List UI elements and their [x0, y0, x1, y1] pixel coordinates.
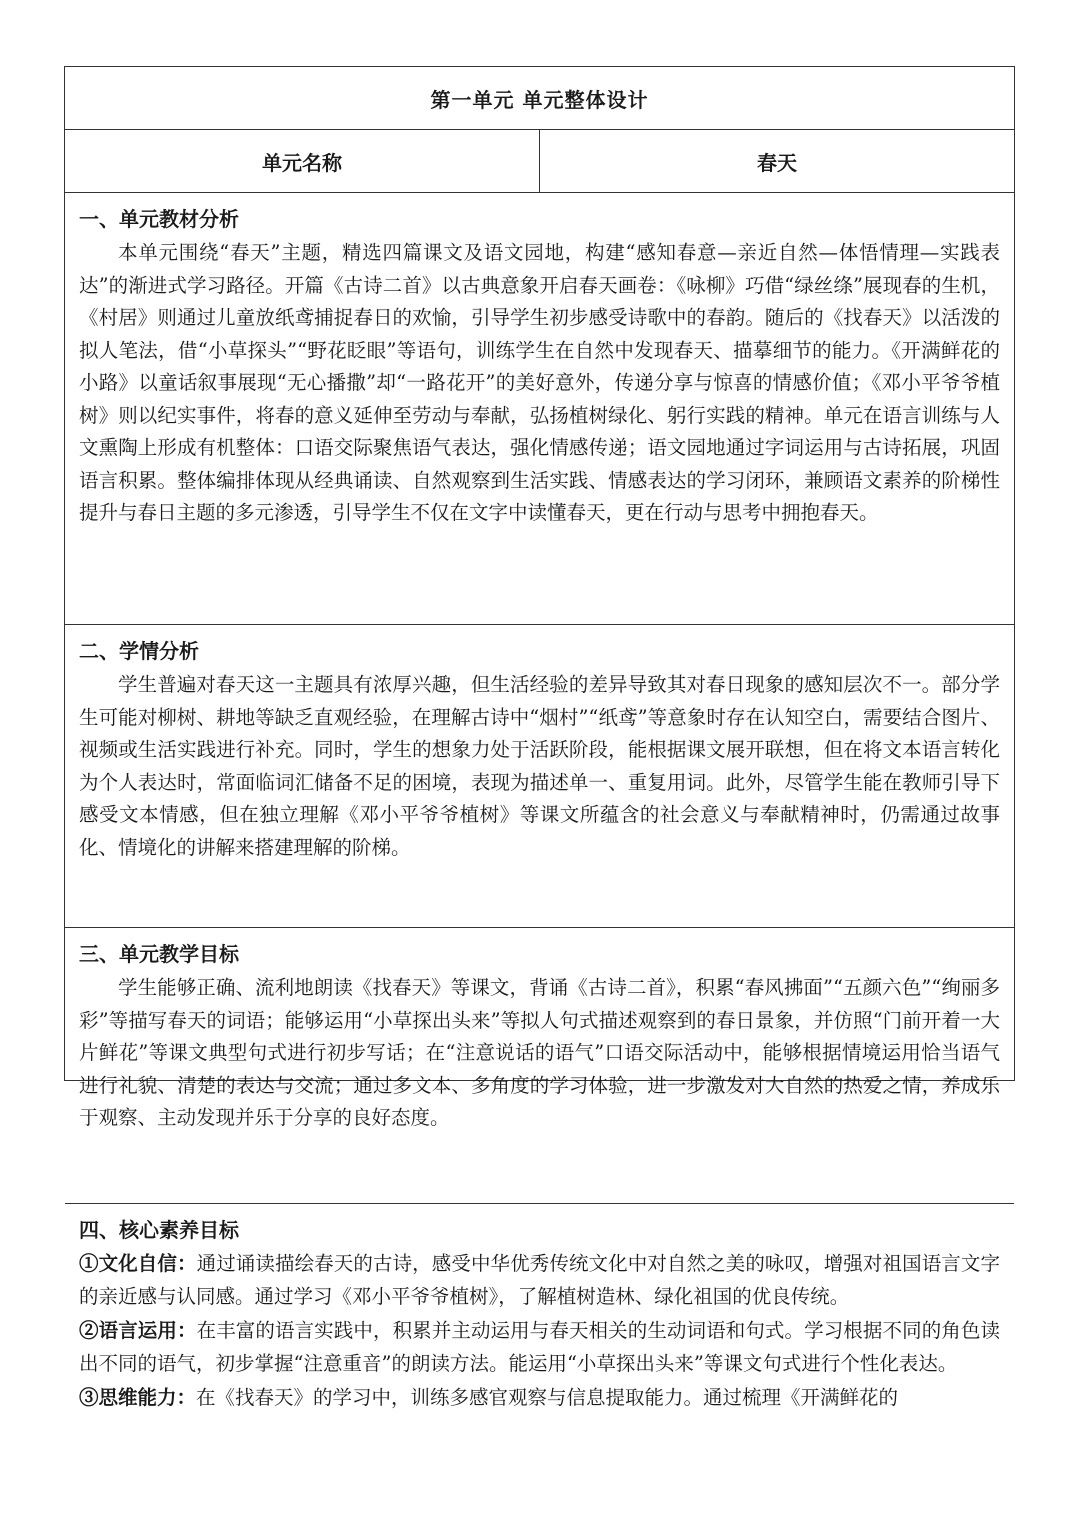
literacy-item-label: ①文化自信： [79, 1252, 197, 1275]
literacy-item-label: ③思维能力： [79, 1386, 197, 1409]
literacy-item-thinking [79, 1382, 1000, 1415]
literacy-item-label: ②语言运用： [79, 1319, 197, 1342]
section-core-literacy [65, 1204, 1014, 1409]
literacy-item-language [79, 1315, 1000, 1380]
section-teaching-goals [65, 928, 1014, 1204]
unit-design-table [64, 66, 1015, 1409]
literacy-item-culture [79, 1248, 1000, 1313]
section-textbook-analysis [65, 193, 1014, 625]
unit-name-label: 单元名称 [65, 130, 540, 192]
section-heading: 一、单元教材分析 [79, 207, 239, 231]
unit-name-row [65, 130, 1014, 193]
section-heading: 二、学情分析 [79, 639, 199, 663]
section-body: 本单元围绕“春天”主题，精选四篇课文及语文园地，构建“感知春意—亲近自然—体悟情理—实践表达”的渐进式学习路径。开篇《古诗二首》以古典意象开启春天画卷：《咏柳》巧借“绿丝绦”展现春的生机，《村居》则通过儿童放纸鸢捕捉春日的欢愉，引导学生初步感受诗歌中的春韵。随后的《找春天》以活泼的拟人笔法，借“小草探头”“野花眨眼”等语句，训练学生在自然中发现春天、描摹细节的能力。《开满鲜花的小路》以童话叙事展现“无心播撒”却“一路花开”的美好意外，传递分享与惊喜的情感价值；《邓小平爷爷植树》则以纪实事件，将春的意义延伸至劳动与奉献，弘扬植树绿化、躬行实践的精神。单元在语言训练与人文熏陶上形成有机整体：口语交际聚焦语气表达，强化情感传递；语文园地通过字词运用与古诗拓展，巩固语言积累。整体编排体现从经典诵读、自然观察到生活实践、情感表达的学习闭环，兼顾语文素养的阶梯性提升与春日主题的多元渗透，引导学生不仅在文字中读懂春天，更在行动与思考中拥抱春天。 [79, 241, 1000, 524]
section-body: 学生能够正确、流利地朗读《找春天》等课文，背诵《古诗二首》，积累“春风拂面”“五颜六色”“绚丽多彩”等描写春天的词语；能够运用“小草探出头来”等拟人句式描述观察到的春日景象，并仿照“门前开着一大片鲜花”等课文典型句式进行初步写话；在“注意说话的语气”口语交际活动中，能够根据情境运用恰当语气进行礼貌、清楚的表达与交流；通过多文本、多角度的学习体验，进一步激发对大自然的热爱之情，养成乐于观察、主动发现并乐于分享的良好态度。 [79, 976, 1000, 1129]
section-heading: 三、单元教学目标 [79, 942, 239, 966]
literacy-item-text: 在丰富的语言实践中，积累并主动运用与春天相关的生动词语和句式。学习根据不同的角色读出不同的语气，初步掌握“注意重音”的朗读方法。能运用“小草探出头来”等课文句式进行个性化表达。 [79, 1319, 1000, 1375]
unit-name-value: 春天 [757, 150, 797, 175]
section-student-analysis [65, 625, 1014, 928]
section-heading: 四、核心素养目标 [79, 1218, 239, 1242]
literacy-item-text: 在《找春天》的学习中，训练多感官观察与信息提取能力。通过梳理《开满鲜花的 [196, 1386, 899, 1409]
section-body: 学生普遍对春天这一主题具有浓厚兴趣，但生活经验的差异导致其对春日现象的感知层次不一。部分学生可能对柳树、耕地等缺乏直观经验，在理解古诗中“烟村”“纸鸢”等意象时存在认知空白，需要结合图片、视频或生活实践进行补充。同时，学生的想象力处于活跃阶段，能根据课文展开联想，但在将文本语言转化为个人表达时，常面临词汇储备不足的困境，表现为描述单一、重复用词。此外，尽管学生能在教师引导下感受文本情感，但在独立理解《邓小平爷爷植树》等课文所蕴含的社会意义与奉献精神时，仍需通过故事化、情境化的讲解来搭建理解的阶梯。 [79, 673, 1000, 859]
literacy-item-text: 通过诵读描绘春天的古诗，感受中华优秀传统文化中对自然之美的咏叹，增强对祖国语言文字的亲近感与认同感。通过学习《邓小平爷爷植树》，了解植树造林、绿化祖国的优良传统。 [79, 1252, 1000, 1308]
document-title: 第一单元 单元整体设计 [430, 87, 649, 112]
table-title-row [65, 67, 1014, 130]
